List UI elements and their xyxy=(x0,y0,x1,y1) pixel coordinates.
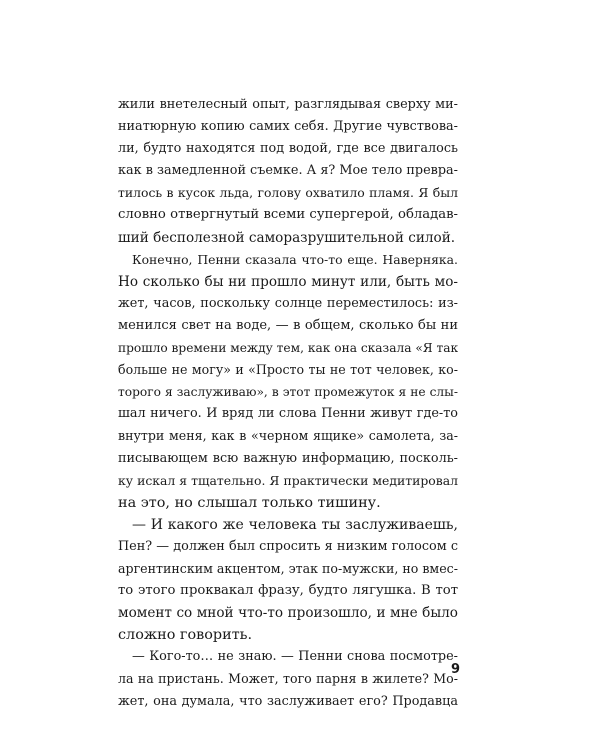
text-line: писывающем всю важную информацию, посколь- xyxy=(118,450,458,466)
text-line: то этого проквакал фразу, будто лягушка. В тот xyxy=(118,583,458,599)
text-line: внутри меня, как в «черном ящике» самолета, за- xyxy=(118,428,458,444)
text-line: Но сколько бы ни прошло минут или, быть мо- xyxy=(118,273,458,290)
text-line: Пен? — должен был спросить я низким голосом с xyxy=(118,538,458,554)
text-line: словно отвергнутый всеми супергерой, обладав- xyxy=(118,207,458,223)
text-line: больше не могу» и «Просто ты не тот человек, ко- xyxy=(118,362,458,378)
text-line: жили внетелесный опыт, разглядывая сверху ми- xyxy=(118,97,458,112)
text-line: — Кого-то… не знаю. — Пенни снова посмотре- xyxy=(132,649,458,665)
body-text xyxy=(118,94,458,713)
text-line: ку искал я тщательно. Я практически медитировал xyxy=(118,472,458,488)
text-line: аргентинским акцентом, этак по-мужски, но вмес- xyxy=(118,560,458,576)
text-line: менился свет на воде, — в общем, сколько бы ни xyxy=(118,317,458,333)
text-line: момент со мной что-то произошло, и мне было xyxy=(118,605,458,622)
page-number: 9 xyxy=(450,662,460,677)
text-line: на это, но слышал только тишину. xyxy=(118,494,381,511)
text-line: прошло времени между тем, как она сказала «Я так xyxy=(118,341,459,356)
text-line: сложно говорить. xyxy=(118,627,253,644)
text-line: тилось в кусок льда, голову охватило пламя. Я был xyxy=(118,185,458,201)
text-line: жет, часов, поскольку солнце переместилось: из- xyxy=(118,295,458,311)
text-line: Конечно, Пенни сказала что-то еще. Наверняка. xyxy=(132,251,458,267)
text-line: ниатюрную копию самих себя. Другие чувствова- xyxy=(118,119,458,135)
text-line: шал ничего. И вряд ли слова Пенни живут где-то xyxy=(118,406,458,422)
text-line: — И какого же человека ты заслуживаешь, xyxy=(132,516,458,533)
text-line: торого я заслуживаю», в этот промежуток я не слы- xyxy=(118,385,458,400)
text-line: ли, будто находятся под водой, где все двигалось xyxy=(118,141,458,157)
text-line: ший бесполезной саморазрушительной силой. xyxy=(118,229,456,246)
text-line: как в замедленной съемке. А я? Мое тело превра- xyxy=(118,163,458,179)
text-line: ла на пристань. Может, того парня в жилете? Мо- xyxy=(118,671,458,687)
text-line: жет, она думала, что заслуживает его? Продавца xyxy=(118,693,458,709)
